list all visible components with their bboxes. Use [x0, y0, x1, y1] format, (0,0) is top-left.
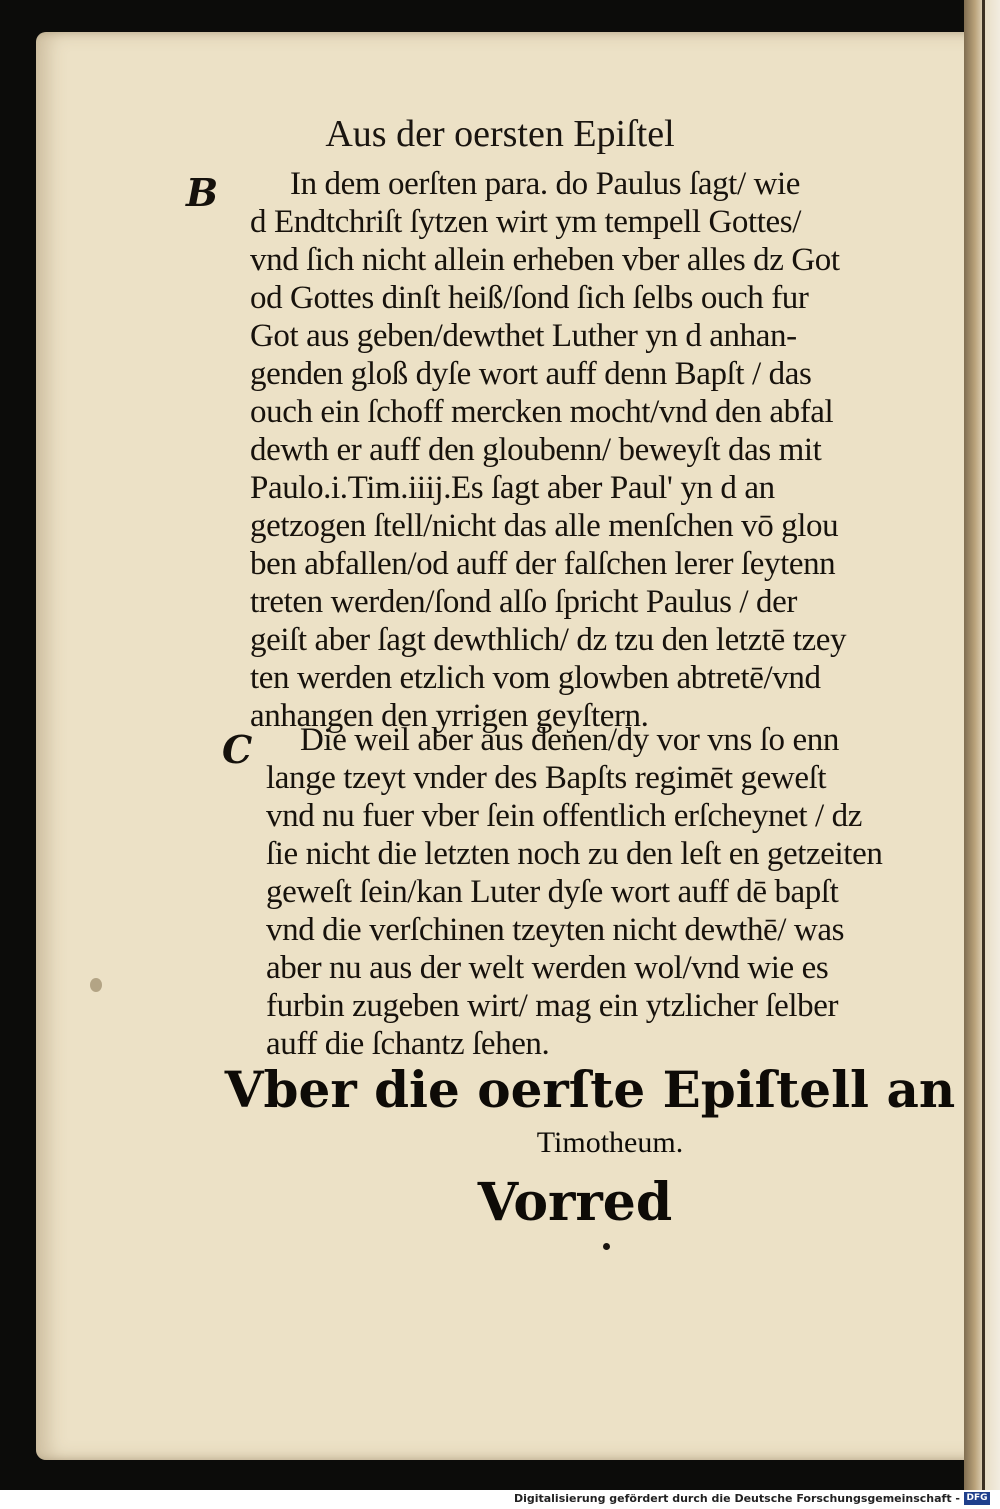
- text-line: Got aus geben/dewthet Luther yn d anhan-: [250, 318, 797, 354]
- text-line: genden gloß dyſe wort auff denn Bapſt / das: [250, 356, 812, 392]
- ornament-dot: [603, 1243, 610, 1250]
- ink-smudge: [90, 978, 102, 992]
- preface-heading: Vorred: [477, 1172, 673, 1233]
- page-edge: [982, 0, 985, 1490]
- text-line: dewth er auff den gloubenn/ beweyſt das mit: [250, 432, 822, 468]
- text-line: treten werden/ſond alſo ſpricht Paulus / der: [250, 584, 797, 620]
- text-line: geiſt aber ſagt dewthlich/ dz tzu den letztē tzey: [250, 622, 847, 658]
- text-line: ſie nicht die letzten noch zu den leſt en getzeiten: [266, 836, 883, 872]
- text-line: furbin zugeben wirt/ mag ein ytzlicher ſelber: [266, 988, 839, 1024]
- text-line: In dem oerſten para. do Paulus ſagt/ wie: [290, 166, 801, 202]
- text-line: od Gottes dinſt heiß/ſond ſich ſelbs ouch fur: [250, 280, 809, 316]
- text-line: geweſt ſein/kan Luter dyſe wort auff dē bapſt: [266, 874, 839, 910]
- text-line: ten werden etzlich vom glowben abtretē/vnd: [250, 660, 821, 696]
- text-line: anhangen den yrrigen geyſtern.: [250, 698, 649, 734]
- dfg-logo: DFG: [964, 1492, 990, 1505]
- text-line: auff die ſchantz ſehen.: [266, 1026, 550, 1062]
- text-line: Paulo.i.Tim.iiij.Es ſagt aber Paul' yn d an: [250, 470, 775, 506]
- running-head: Aus der oersten Epiſtel: [325, 113, 675, 155]
- section-marker-b: B: [186, 170, 219, 215]
- text-line: d Endtchriſt ſytzen wirt ym tempell Gottes/: [250, 204, 802, 240]
- text-line: ben abfallen/od auff der falſchen lerer ſeytenn: [250, 546, 836, 582]
- text-line: vnd die verſchinen tzeyten nicht dewthē/ was: [266, 912, 845, 948]
- text-line: Die weil aber aus denen/dy vor vns ſo enn: [300, 722, 839, 758]
- section-title: Vber die oerſte Epiſtell an: [224, 1060, 956, 1119]
- funding-credit: Digitalisierung gefördert durch die Deutsche Forschungsgemeinschaft -: [513, 1492, 960, 1505]
- section-marker-c: C: [222, 727, 253, 772]
- text-line: aber nu aus der welt werden wol/vnd wie es: [266, 950, 829, 986]
- text-line: getzogen ſtell/nicht das alle menſchen vō glou: [250, 508, 839, 544]
- text-line: vnd nu fuer vber ſein offentlich erſcheynet / dz: [266, 798, 862, 834]
- footer-bar: [0, 1490, 1000, 1509]
- text-line: vnd ſich nicht allein erheben vber alles dz Got: [250, 242, 840, 278]
- text-line: ouch ein ſchoff mercken mocht/vnd den abfal: [250, 394, 834, 430]
- section-title-sub: Timotheum.: [536, 1126, 684, 1159]
- text-line: lange tzeyt vnder des Bapſts regimēt geweſt: [266, 760, 827, 796]
